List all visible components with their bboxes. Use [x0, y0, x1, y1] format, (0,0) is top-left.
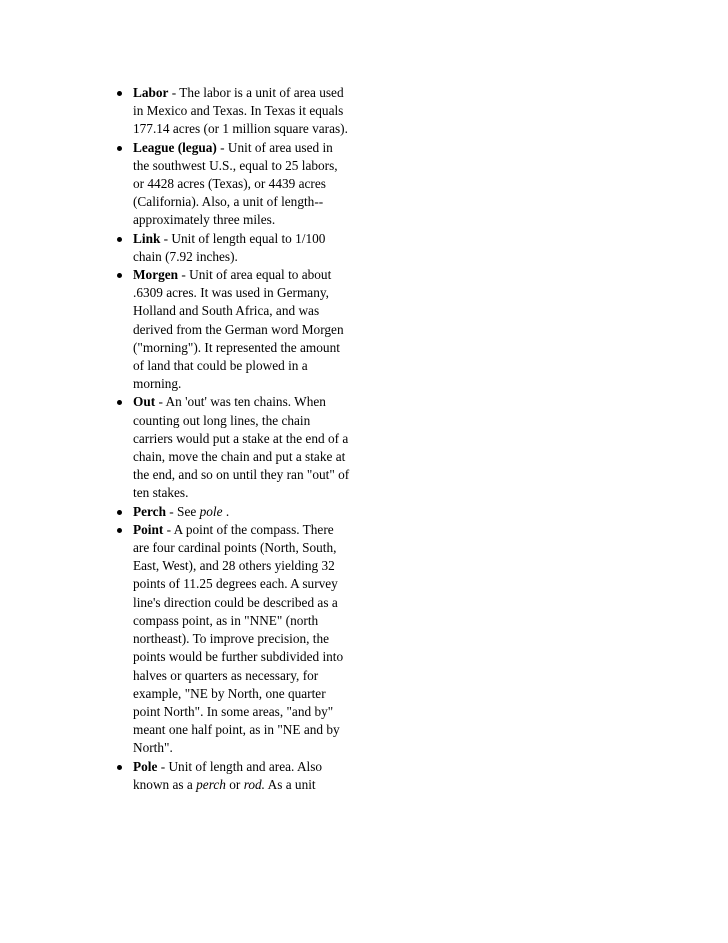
glossary-entry-pole: [112, 758, 350, 794]
reference-rod: rod.: [243, 776, 265, 792]
glossary-entry-point: [112, 521, 350, 758]
glossary-entry-out: [112, 393, 350, 502]
reference-pole: pole: [199, 503, 223, 519]
definition-pole-prefix: - Unit of length and area. Also known as a: [133, 758, 323, 792]
definition-pole-mid: or: [225, 776, 244, 792]
term-pole: Pole: [133, 758, 158, 774]
definition-pole-suffix: As a unit: [265, 776, 316, 792]
definition-league: - Unit of area used in the southwest U.S., equal to 25 labors, or 4428 acres (Texas), or 4439 acres (California). Also, a unit of length-- approximately three miles.: [133, 139, 338, 228]
glossary-list: [112, 84, 350, 794]
term-point: Point: [133, 521, 164, 537]
glossary-entry-labor: [112, 84, 350, 139]
definition-out: - An 'out' was ten chains. When counting out long lines, the chain carriers would put a stake at the end of a chain, move the chain and put a stake at the end, and so on until they ran "out" of ten stakes.: [133, 394, 350, 501]
reference-perch: perch: [196, 776, 226, 792]
definition-labor: - The labor is a unit of area used in Mexico and Texas. In Texas it equals 177.14 acres (or 1 million square varas).: [133, 85, 348, 137]
glossary-entry-morgen: [112, 266, 350, 393]
term-perch: Perch: [133, 503, 166, 519]
term-league: League (legua): [133, 139, 217, 155]
glossary-entry-perch: [112, 503, 350, 521]
term-link: Link: [133, 230, 161, 246]
definition-perch-prefix: - See: [165, 503, 200, 519]
definition-perch-suffix: .: [222, 503, 230, 519]
term-morgen: Morgen: [133, 267, 179, 283]
term-labor: Labor: [133, 85, 169, 100]
glossary-entry-league: [112, 139, 350, 230]
definition-point: - A point of the compass. There are four cardinal points (North, South, East, West), and 28 others yielding 32 points of 11.25 degrees each. A survey line's direction could be described as a compass point, as in "NNE" (north northeast). To improve precision, the points would be further subdivided into halves or quarters as necessary, for example, "NE by North, one quarter point North". In some areas, "and by" meant one half point, as in "NE and by North".: [133, 521, 344, 756]
term-out: Out: [133, 394, 156, 410]
definition-link: - Unit of length equal to 1/100 chain (7.92 inches).: [133, 230, 326, 264]
definition-morgen: - Unit of area equal to about .6309 acres. It was used in Germany, Holland and South Africa, and was derived from the German word Morgen ("morning"). It represented the amount of land that could be plowed in a morning.: [133, 267, 344, 392]
glossary-entry-link: [112, 230, 350, 266]
